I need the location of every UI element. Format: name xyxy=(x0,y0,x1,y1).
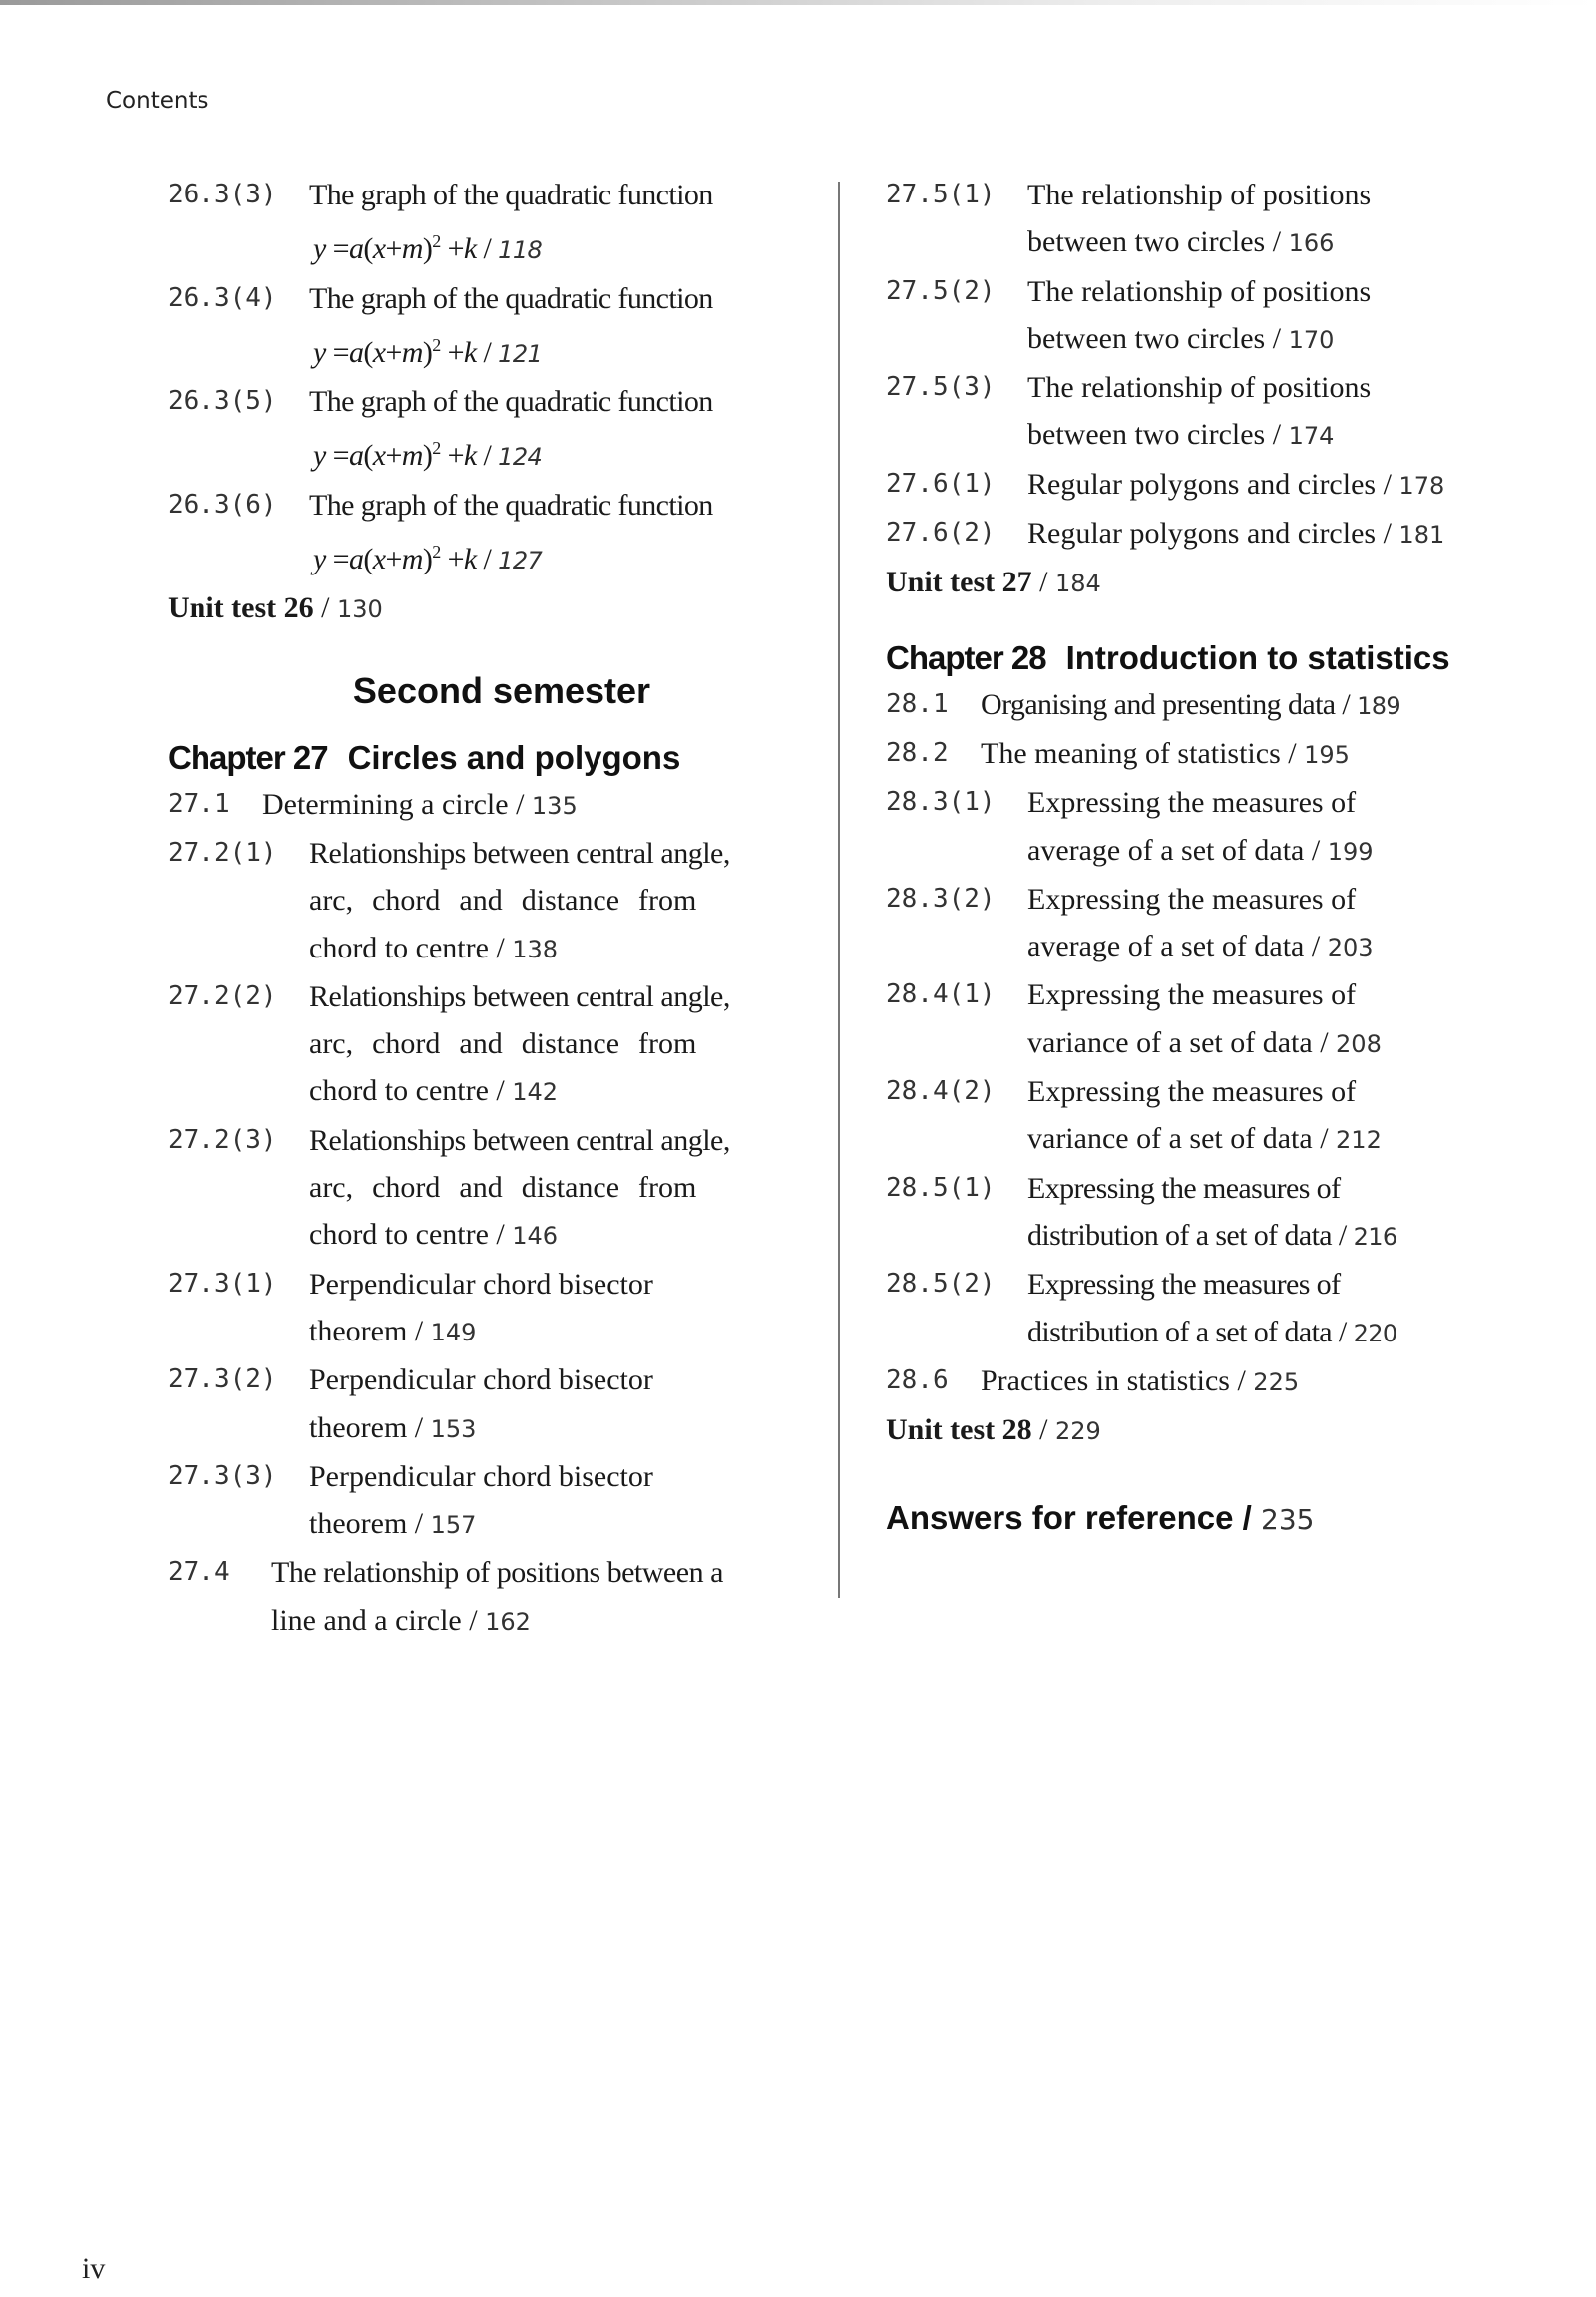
entry-line: Expressing the measures of xyxy=(1027,882,1357,916)
entry-line: The relationship of positions xyxy=(1027,274,1372,308)
page-ref: 174 xyxy=(1288,422,1335,451)
entry-line-text: between two circles xyxy=(1027,225,1266,259)
entry-title xyxy=(309,1261,806,1357)
unit-test-26: Unit test 26 / 130 xyxy=(168,591,383,625)
page-ref: 146 xyxy=(512,1222,559,1251)
toc-entry xyxy=(886,510,1524,559)
toc-entry xyxy=(886,364,1524,461)
entry-number: 26.3(5) xyxy=(168,386,277,417)
top-rule xyxy=(0,0,1596,5)
separator: / xyxy=(488,1074,513,1108)
entry-title xyxy=(309,1356,806,1453)
entry-number: 27.2(2) xyxy=(168,980,277,1011)
page-ref: 220 xyxy=(1353,1319,1397,1347)
separator: / xyxy=(1312,1025,1337,1059)
entry-title xyxy=(1027,510,1524,559)
page-ref: 142 xyxy=(512,1078,559,1107)
central-angle-entries xyxy=(168,830,806,1261)
entry-line: arc, chord and distance from xyxy=(309,884,697,918)
toc-entry xyxy=(168,172,806,275)
page-ref: 157 xyxy=(430,1511,477,1540)
toc-entry xyxy=(886,268,1524,365)
formula-part: + xyxy=(385,232,402,266)
entry-line: The relationship of positions xyxy=(1027,371,1372,405)
formula-part: ( xyxy=(363,439,373,473)
formula-part: ( xyxy=(363,335,373,369)
separator: / xyxy=(476,232,499,266)
formula-part: y xyxy=(313,439,326,473)
entry-line-text: chord to centre xyxy=(309,931,489,964)
circle-position-entries xyxy=(886,172,1524,461)
separator: / xyxy=(407,1410,431,1444)
entry-line: arc, chord and distance from xyxy=(309,1171,697,1205)
toc-entry xyxy=(886,971,1524,1068)
entry-line xyxy=(1027,1212,1524,1261)
toc-entry xyxy=(168,482,806,585)
toc-entry xyxy=(168,1356,806,1453)
entry-line: The graph of the quadratic function xyxy=(309,179,713,211)
entry-title xyxy=(309,973,806,1117)
toc-entry xyxy=(168,830,806,973)
formula-part: y xyxy=(313,335,326,369)
formula-part: = xyxy=(325,439,349,473)
separator: / xyxy=(488,1218,513,1252)
formula-part: m xyxy=(401,439,423,473)
exponent: 2 xyxy=(432,438,441,459)
formula-part: x xyxy=(372,232,386,266)
entry-title xyxy=(309,378,806,482)
entry-title xyxy=(309,172,806,275)
page-ref: 127 xyxy=(498,547,543,575)
entry-line xyxy=(1027,218,1524,267)
toc-entry-28-2: 28.2 The meaning of statistics / 195 xyxy=(886,736,1350,770)
toc-entry-28-6: 28.6 Practices in statistics / 225 xyxy=(886,1363,1300,1397)
chapter-27-heading: Chapter 27 Circles and polygons xyxy=(168,738,681,776)
separator: / xyxy=(476,439,499,473)
formula-part: + xyxy=(440,543,464,576)
page-ref: 203 xyxy=(1327,934,1374,962)
page-ref: 170 xyxy=(1288,325,1335,354)
page-ref: 216 xyxy=(1353,1222,1397,1251)
separator: / xyxy=(1265,418,1289,452)
formula-part: ) xyxy=(422,543,433,576)
formula-part: ) xyxy=(422,232,433,266)
entry-line xyxy=(1027,923,1524,971)
toc-entry xyxy=(886,1068,1524,1165)
exponent: 2 xyxy=(432,334,441,355)
page-number: iv xyxy=(82,2252,106,2285)
entry-line: Expressing the measures of xyxy=(1027,786,1357,820)
separator: / xyxy=(488,931,513,964)
entry-number: 26.3(6) xyxy=(168,489,277,520)
entry-line: Expressing the measures of xyxy=(1027,1171,1341,1205)
formula xyxy=(309,322,806,378)
toc-entry xyxy=(168,378,806,482)
entry-line xyxy=(309,1211,806,1260)
separator: / xyxy=(1332,1315,1354,1348)
entry-line xyxy=(309,1500,806,1549)
entry-number: 28.5(2) xyxy=(886,1269,996,1300)
entry-line: arc, chord and distance from xyxy=(309,1027,697,1061)
entry-number: 27.5(1) xyxy=(886,180,996,209)
formula-part: = xyxy=(325,335,349,369)
toc-entry xyxy=(886,779,1524,876)
entry-number: 28.3(1) xyxy=(886,787,996,818)
entry-title xyxy=(1027,172,1524,268)
entry-line: Expressing the measures of xyxy=(1027,1075,1357,1109)
formula-part: = xyxy=(325,543,349,576)
page-ref: 212 xyxy=(1336,1126,1382,1155)
entry-line-text: Regular polygons and circles xyxy=(1027,467,1377,501)
entry-line: Expressing the measures of xyxy=(1027,1268,1341,1302)
formula-part: a xyxy=(348,335,364,369)
toc-entry xyxy=(168,1117,806,1261)
running-head: Contents xyxy=(106,88,209,114)
polygon-entries xyxy=(886,461,1524,560)
separator: / xyxy=(407,1314,431,1347)
formula-part: + xyxy=(440,439,464,473)
entry-line xyxy=(1027,315,1524,364)
answers-for-reference: Answers for reference / 235 xyxy=(886,1499,1315,1537)
entry-line xyxy=(309,1308,806,1356)
entry-line: The graph of the quadratic function xyxy=(309,281,713,315)
formula-part: ) xyxy=(422,439,433,473)
formula-part: k xyxy=(463,335,477,369)
entry-line xyxy=(309,1404,806,1453)
entry-number: 28.3(2) xyxy=(886,883,996,914)
page-ref: 118 xyxy=(498,236,543,265)
formula-part: + xyxy=(440,335,464,369)
formula xyxy=(309,529,806,584)
entry-title xyxy=(1027,1261,1524,1357)
page-ref: 124 xyxy=(498,443,543,472)
entry-number: 26.3(3) xyxy=(168,180,277,209)
toc-entry xyxy=(168,275,806,379)
unit-test-28: Unit test 28 / 229 xyxy=(886,1413,1101,1447)
page-ref: 208 xyxy=(1336,1029,1382,1058)
entry-number: 28.5(1) xyxy=(886,1172,996,1203)
entry-title xyxy=(309,1453,806,1550)
formula-part: m xyxy=(401,543,423,576)
separator: / xyxy=(1332,1218,1354,1252)
formula-part: k xyxy=(463,232,477,266)
page-ref: 138 xyxy=(512,935,559,963)
entry-line-text: variance of a set of data xyxy=(1027,1025,1313,1059)
toc-entry xyxy=(168,1453,806,1550)
quadratic-entries xyxy=(168,172,806,584)
entry-number: 27.2(3) xyxy=(168,1124,277,1155)
entry-line-text: distribution of a set of data xyxy=(1027,1315,1333,1348)
entry-line xyxy=(309,925,806,973)
formula-part: x xyxy=(372,543,386,576)
entry-line: The graph of the quadratic function xyxy=(309,488,713,522)
entry-number: 27.5(2) xyxy=(886,275,996,306)
formula-part: a xyxy=(348,439,364,473)
toc-entry xyxy=(168,973,806,1117)
formula-part: ( xyxy=(363,232,373,266)
page-ref: 153 xyxy=(430,1414,477,1443)
formula-part: + xyxy=(385,335,402,369)
entry-line-text: between two circles xyxy=(1027,418,1266,452)
entry-number: 26.3(4) xyxy=(168,282,277,313)
column-divider xyxy=(838,182,840,1598)
entry-line xyxy=(1027,1115,1524,1164)
entry-line: Perpendicular chord bisector xyxy=(309,1267,653,1301)
entry-number: 27.6(1) xyxy=(886,468,996,499)
formula-part: a xyxy=(348,232,364,266)
entry-line: Relationships between central angle, xyxy=(309,979,730,1013)
formula-part: + xyxy=(440,232,464,266)
entry-line xyxy=(309,1067,806,1116)
entry-line xyxy=(1027,1309,1524,1357)
entry-title xyxy=(1027,876,1524,972)
separator: / xyxy=(1376,467,1399,501)
page-ref: 166 xyxy=(1288,229,1335,258)
entry-number: 28.4(1) xyxy=(886,979,996,1010)
toc-entry xyxy=(886,876,1524,972)
entry-title xyxy=(1027,971,1524,1068)
separator: / xyxy=(1304,930,1328,963)
entry-line xyxy=(1027,827,1524,876)
separator: / xyxy=(1265,321,1289,355)
entry-title xyxy=(1027,461,1524,510)
formula-part: y xyxy=(313,232,326,266)
entry-line-text: between two circles xyxy=(1027,321,1266,355)
formula xyxy=(309,425,806,481)
variance-entries xyxy=(886,971,1524,1164)
separator: / xyxy=(476,335,499,369)
distribution-entries xyxy=(886,1165,1524,1357)
formula-part: + xyxy=(385,439,402,473)
entry-number: 27.5(3) xyxy=(886,372,996,403)
entry-title xyxy=(1027,364,1524,461)
entry-line-text: variance of a set of data xyxy=(1027,1122,1313,1156)
entry-number: 27.3(1) xyxy=(168,1268,277,1299)
entry-number: 27.2(1) xyxy=(168,837,277,868)
entry-line-text: average of a set of data xyxy=(1027,930,1305,963)
entry-title xyxy=(1027,779,1524,876)
separator: / xyxy=(1312,1122,1337,1156)
average-entries xyxy=(886,779,1524,971)
semester-heading: Second semester xyxy=(352,669,651,711)
formula-part: x xyxy=(372,335,386,369)
formula xyxy=(309,218,806,274)
entry-title xyxy=(309,830,806,973)
entry-title xyxy=(1027,1068,1524,1165)
exponent: 2 xyxy=(432,231,441,252)
exponent: 2 xyxy=(432,542,441,563)
entry-line: Expressing the measures of xyxy=(1027,978,1357,1012)
formula-part: m xyxy=(401,232,423,266)
right-column xyxy=(886,172,1524,1537)
chapter-28-heading: Chapter 28 Introduction to statistics xyxy=(886,638,1450,676)
entry-line-text: chord to centre xyxy=(309,1218,489,1252)
formula-part: y xyxy=(313,543,326,576)
entry-number: 27.3(2) xyxy=(168,1364,277,1395)
entry-line-text: Regular polygons and circles xyxy=(1027,517,1377,551)
entry-line: The graph of the quadratic function xyxy=(309,385,713,419)
page-ref: 199 xyxy=(1327,837,1374,866)
page-ref: 181 xyxy=(1398,521,1445,550)
entry-line-text: average of a set of data xyxy=(1027,833,1305,867)
toc-entry-27-1: 27.1 Determining a circle / 135 xyxy=(168,787,578,821)
entry-title xyxy=(1027,1165,1524,1262)
entry-number: 27.6(2) xyxy=(886,518,996,549)
toc-entry xyxy=(886,1165,1524,1262)
entry-title xyxy=(309,275,806,379)
unit-test-27: Unit test 27 / 184 xyxy=(886,566,1101,599)
entry-title xyxy=(1027,268,1524,365)
entry-line-text: theorem xyxy=(309,1507,408,1541)
entry-number: 27.3(3) xyxy=(168,1460,277,1491)
entry-line: The relationship of positions xyxy=(1027,179,1372,211)
page-ref: 178 xyxy=(1398,471,1445,500)
page-ref: 121 xyxy=(498,339,543,368)
separator: / xyxy=(1376,517,1399,551)
formula-part: m xyxy=(401,335,423,369)
formula-part: ) xyxy=(422,335,433,369)
entry-line-text: theorem xyxy=(309,1410,408,1444)
chord-bisector-entries xyxy=(168,1261,806,1550)
formula-part: a xyxy=(348,543,364,576)
formula-part: k xyxy=(463,439,477,473)
separator: / xyxy=(1304,833,1328,867)
entry-line-text: theorem xyxy=(309,1314,408,1347)
separator: / xyxy=(476,543,499,576)
entry-line: Perpendicular chord bisector xyxy=(309,1363,653,1397)
formula-part: ( xyxy=(363,543,373,576)
entry-line xyxy=(1027,1019,1524,1068)
entry-number: 28.4(2) xyxy=(886,1076,996,1107)
entry-title xyxy=(309,482,806,585)
entry-line: Perpendicular chord bisector xyxy=(309,1459,653,1493)
separator: / xyxy=(1265,225,1289,259)
toc-entry xyxy=(886,1261,1524,1357)
formula-part: x xyxy=(372,439,386,473)
entry-line-text: distribution of a set of data xyxy=(1027,1218,1333,1252)
formula-part: + xyxy=(385,543,402,576)
entry-line: Relationships between central angle, xyxy=(309,1123,730,1157)
toc-entry-28-1: 28.1 Organising and presenting data / 189 xyxy=(886,687,1401,721)
toc-entry-27-4: 27.4 The relationship of positions between a line and a circle / 162 xyxy=(168,1556,723,1637)
toc-entry xyxy=(886,461,1524,510)
entry-line xyxy=(1027,411,1524,460)
formula-part: = xyxy=(325,232,349,266)
entry-line-text: chord to centre xyxy=(309,1074,489,1108)
separator: / xyxy=(407,1507,431,1541)
entry-line: Relationships between central angle, xyxy=(309,836,730,870)
toc-entry xyxy=(886,172,1524,268)
formula-part: k xyxy=(463,543,477,576)
toc-entry xyxy=(168,1261,806,1357)
page-ref: 149 xyxy=(430,1318,477,1346)
left-column xyxy=(168,172,806,1646)
entry-title xyxy=(309,1117,806,1261)
